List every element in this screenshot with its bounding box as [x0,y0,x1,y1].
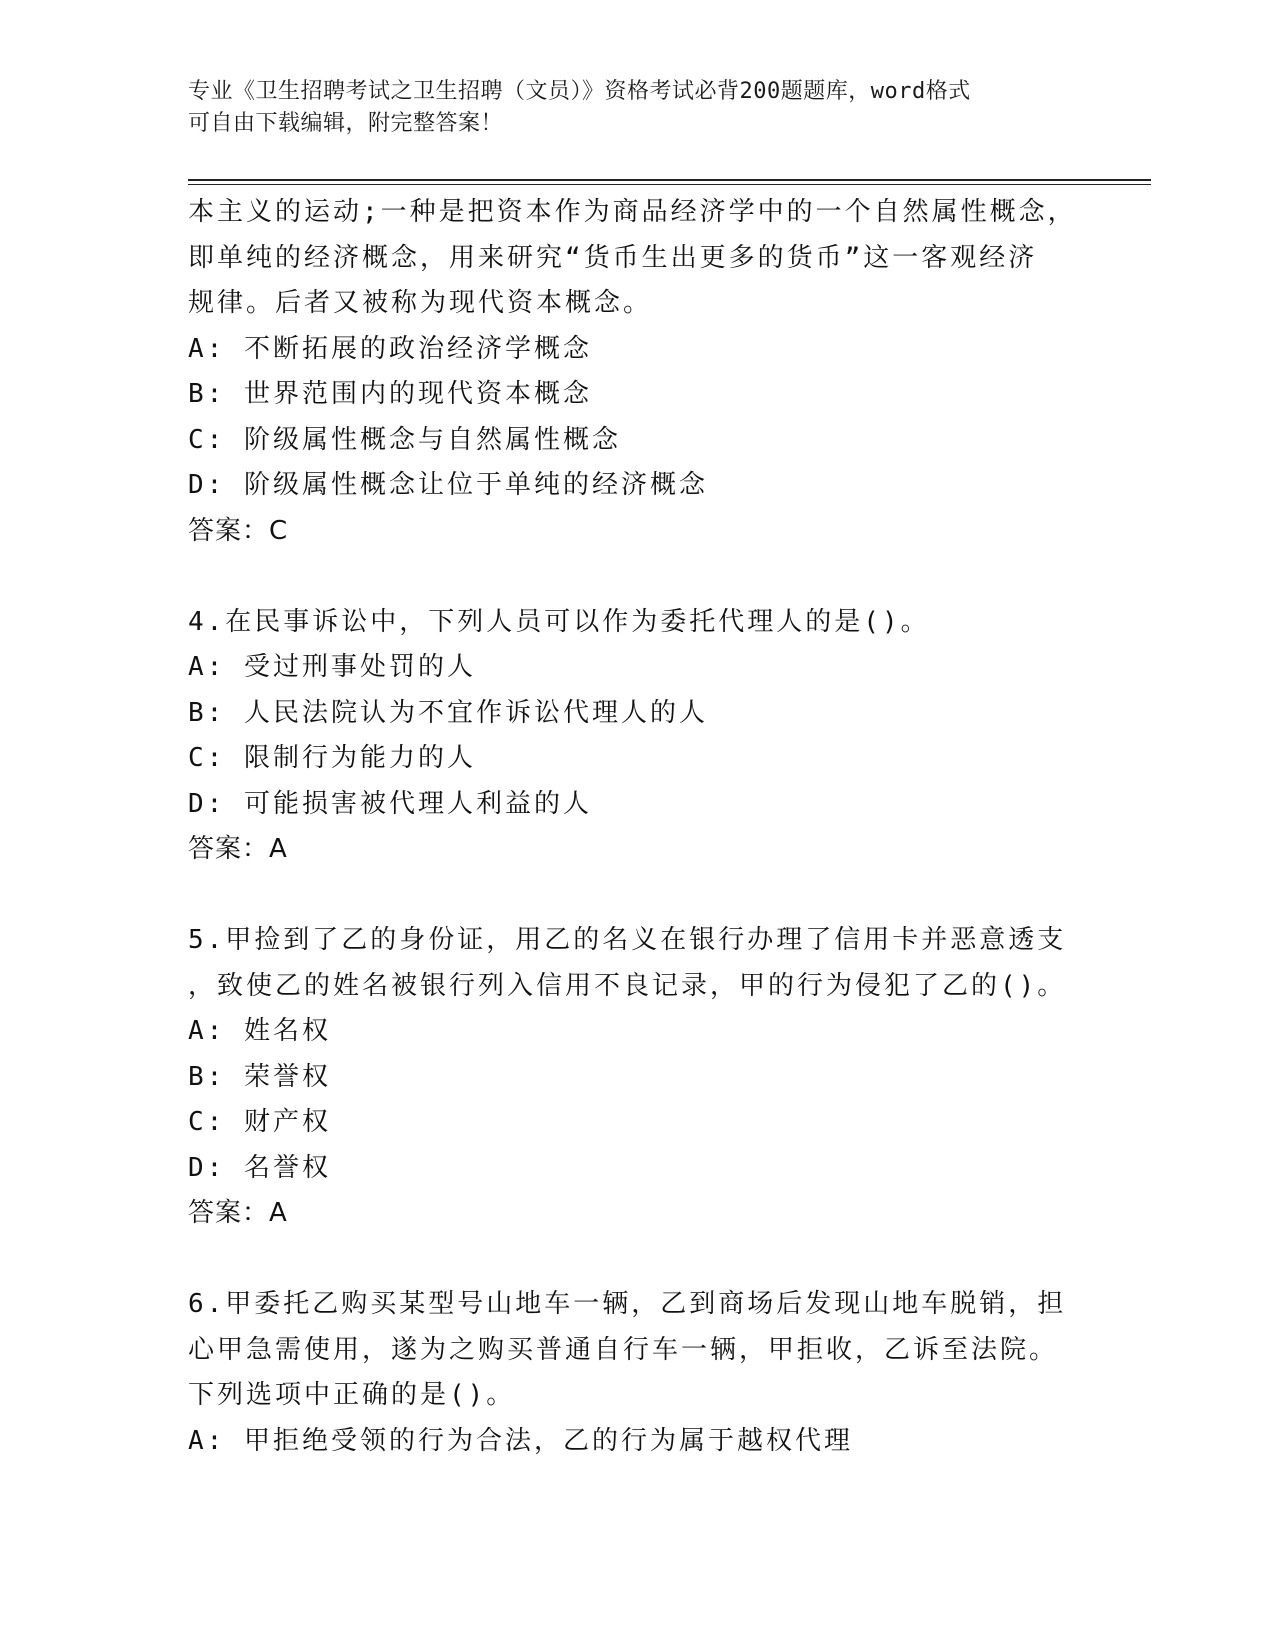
option-d: D: 名誉权 [188,1152,331,1183]
header-divider-thin [188,184,1151,185]
header-divider-thick [188,179,1151,181]
option-c: C: 财产权 [188,1107,331,1137]
header-title-line-2: 可自由下载编辑，附完整答案！ [188,111,504,136]
option-d: D: 可能损害被代理人利益的人 [188,788,592,819]
question-4 [188,600,1088,873]
option-c: C: 限制行为能力的人 [188,743,476,773]
spacer [188,1237,1088,1283]
option-a: A: 姓名权 [188,1016,331,1046]
question-6 [188,1282,1088,1464]
document-header [188,76,1088,140]
question-stem-line: 规律。后者又被称为现代资本概念。 [188,288,653,318]
question-content [188,190,1088,1464]
question-stem-line: 6.甲委托乙购买某型号山地车一辆，乙到商场后发现山地车脱销，担 [188,1289,1067,1319]
option-d: D: 阶级属性概念让位于单纯的经济概念 [188,470,708,500]
question-stem-line: 即单纯的经济概念，用来研究“货币生出更多的货币”这一客观经济 [188,242,1038,273]
header-title-line-1: 专业《卫生招聘考试之卫生招聘（文员）》资格考试必背200题题库，word格式 [188,79,971,104]
option-b: B: 荣誉权 [188,1061,331,1092]
question-stem-line: 下列选项中正确的是()。 [188,1380,516,1410]
option-b: B: 人民法院认为不宜作诉讼代理人的人 [188,697,708,728]
question-5 [188,918,1088,1237]
question-stem-line: 本主义的运动;一种是把资本作为商品经济学中的一个自然属性概念， [188,197,1077,227]
question-3 [188,190,1088,554]
spacer [188,873,1088,919]
spacer [188,554,1088,600]
question-stem-line: 4.在民事诉讼中，下列人员可以作为委托代理人的是()。 [188,606,930,637]
question-stem-line: 5.甲捡到了乙的身份证，用乙的名义在银行办理了信用卡并恶意透支 [188,925,1067,955]
option-b: B: 世界范围内的现代资本概念 [188,379,592,409]
option-a: A: 不断拓展的政治经济学概念 [188,333,592,364]
option-a: A: 甲拒绝受领的行为合法，乙的行为属于越权代理 [188,1425,853,1456]
question-stem-line: ，致使乙的姓名被银行列入信用不良记录，甲的行为侵犯了乙的()。 [188,970,1067,1001]
answer-line: 答案：C [188,515,289,546]
option-a: A: 受过刑事处罚的人 [188,652,476,682]
question-stem-line: 心甲急需使用，遂为之购买普通自行车一辆，甲拒收，乙诉至法院。 [188,1334,1059,1365]
answer-line: 答案：A [188,1198,288,1228]
option-c: C: 阶级属性概念与自然属性概念 [188,424,621,455]
answer-line: 答案：A [188,834,288,864]
